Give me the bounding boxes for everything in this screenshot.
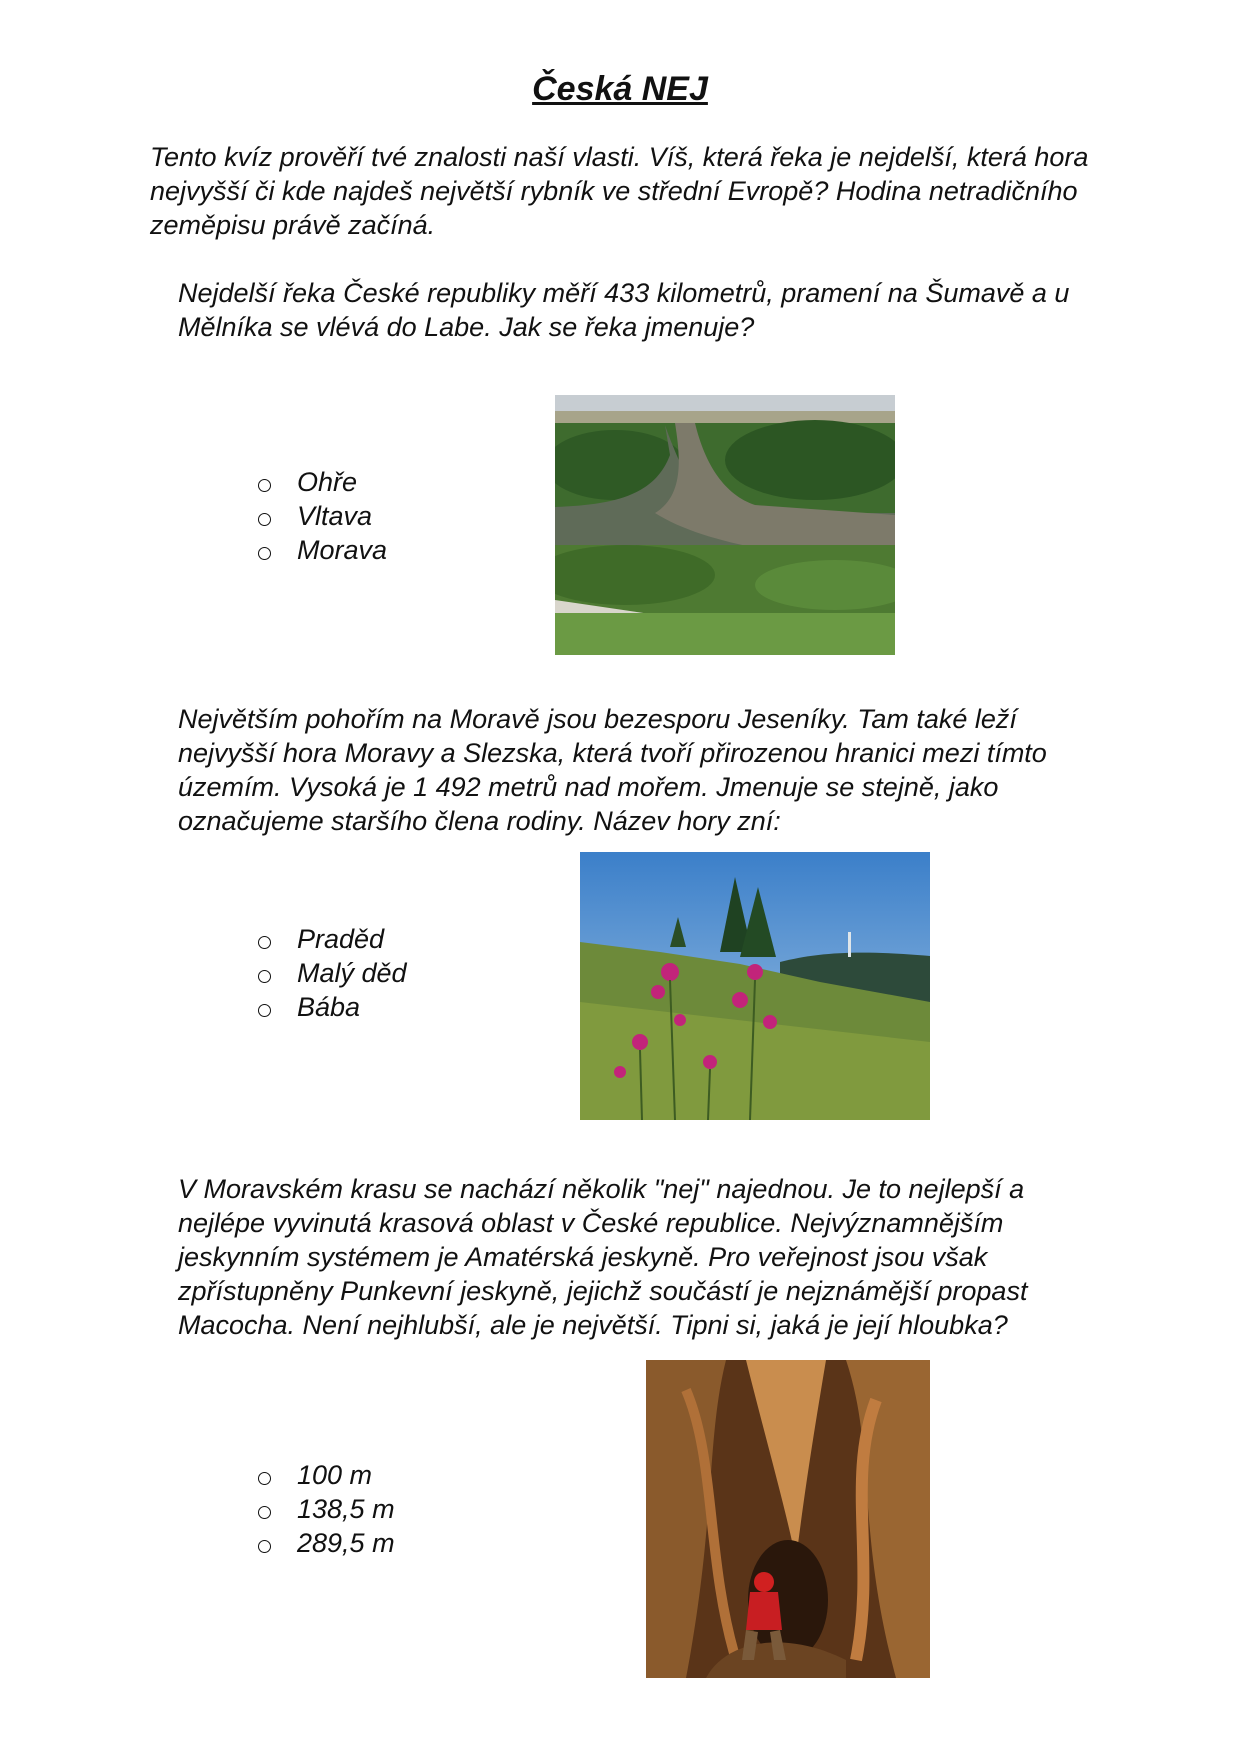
radio-bullet-icon[interactable] (258, 1540, 271, 1553)
cave-photo (646, 1360, 930, 1678)
answer-option[interactable]: Morava (258, 533, 387, 567)
answer-option[interactable]: Bába (258, 990, 407, 1024)
answer-option[interactable]: 289,5 m (258, 1526, 395, 1560)
radio-bullet-icon[interactable] (258, 513, 271, 526)
radio-bullet-icon[interactable] (258, 479, 271, 492)
question-2-text: Největším pohořím na Moravě jsou bezesporu Jeseníky. Tam také leží nejvyšší hora Moravy a Slezska, která tvoří přirozenou hranici mezi tímto územím. Vysoká je 1 492 metrů nad mořem. Jmenuje se stejně, jako označujeme staršího člena rodiny. Název hory zní: (178, 704, 1047, 836)
radio-bullet-icon[interactable] (258, 1472, 271, 1485)
question-1-options (258, 465, 387, 567)
question-1-text: Nejdelší řeka České republiky měří 433 kilometrů, pramení na Šumavě a u Mělníka se vlévá do Labe. Jak se řeka jmenuje? (178, 278, 1070, 342)
answer-option[interactable]: Ohře (258, 465, 387, 499)
answer-option[interactable]: Praděd (258, 922, 407, 956)
page-title: Česká NEJ (532, 70, 708, 108)
answer-option[interactable]: Malý děd (258, 956, 407, 990)
question-2-options (258, 922, 407, 1024)
radio-bullet-icon[interactable] (258, 1506, 271, 1519)
answer-option[interactable]: Vltava (258, 499, 387, 533)
radio-bullet-icon[interactable] (258, 936, 271, 949)
question-3-text: V Moravském krasu se nachází několik "nej" najednou. Je to nejlepší a nejlépe vyvinutá krasová oblast v České republice. Nejvýznamnějším jeskynním systémem je Amatérská jeskyně. Pro veřejnost jsou však zpřístupněny Punkevní jeskyně, jejichž součástí je nejznámější propast Macocha. Není nejhlubší, ale je největší. Tipni si, jaká je její hloubka? (178, 1174, 1028, 1340)
question-3-options (258, 1458, 395, 1560)
radio-bullet-icon[interactable] (258, 970, 271, 983)
mountain-meadow-photo (580, 852, 930, 1120)
radio-bullet-icon[interactable] (258, 547, 271, 560)
river-confluence-photo (555, 395, 895, 655)
intro-paragraph: Tento kvíz prověří tvé znalosti naší vlasti. Víš, která řeka je nejdelší, která hora nejvyšší či kde najdeš největší rybník ve střední Evropě? Hodina netradičního zeměpisu právě začíná. (150, 142, 1089, 240)
answer-option[interactable]: 138,5 m (258, 1492, 395, 1526)
radio-bullet-icon[interactable] (258, 1004, 271, 1017)
answer-option[interactable]: 100 m (258, 1458, 395, 1492)
